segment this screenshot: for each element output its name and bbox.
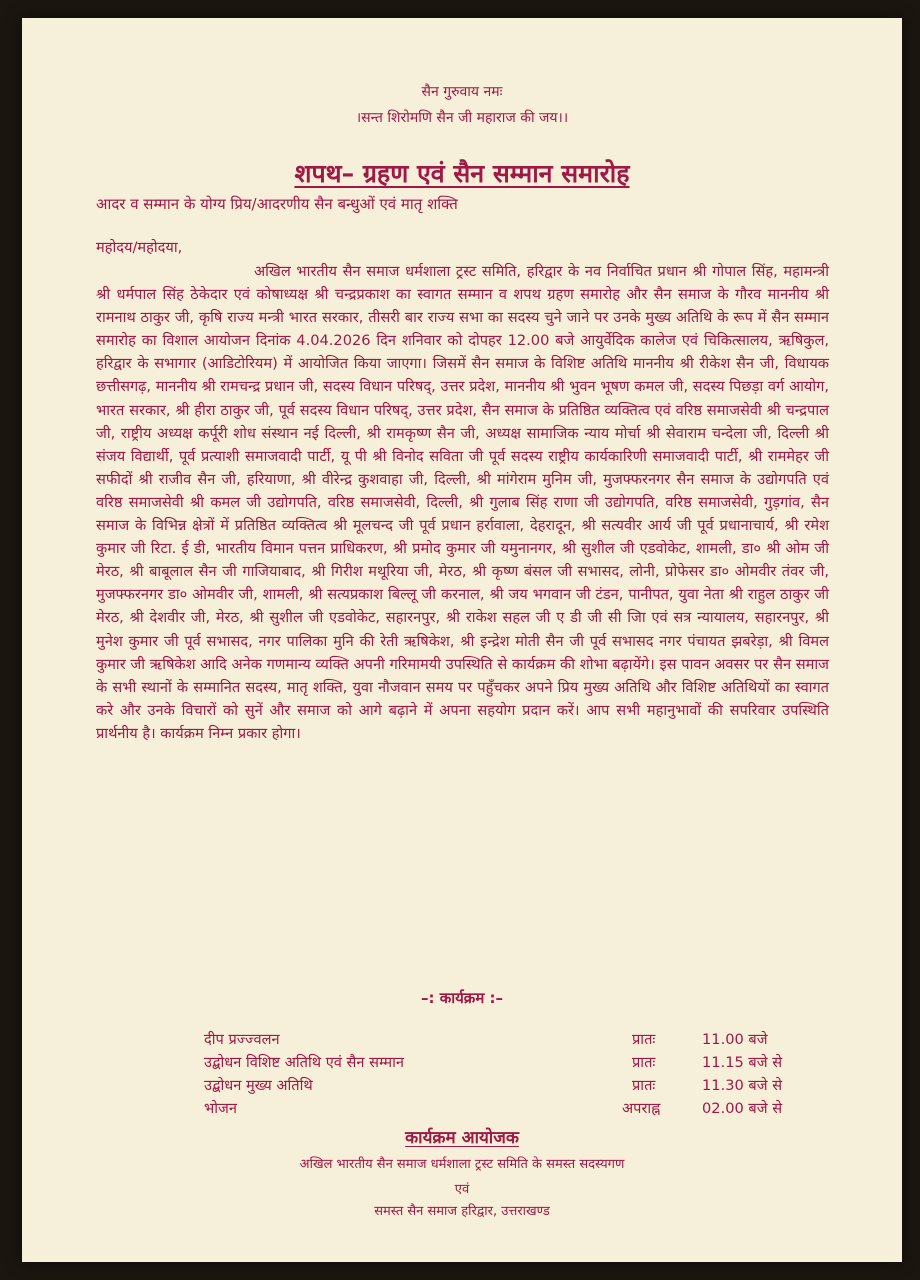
document-title: शपथ– ग्रहण एवं सैन सम्मान समारोह xyxy=(294,159,630,188)
invocation-line: सैन गुरुवाय नमः xyxy=(421,84,503,100)
organizer-line-1: अखिल भारतीय सैन समाज धर्मशाला ट्रस्ट समिति के समस्त सदस्यगण xyxy=(299,1157,625,1172)
program-time: 11.15 बजे से xyxy=(702,1054,783,1071)
program-row xyxy=(204,1030,804,1050)
program-period: प्रातः xyxy=(632,1077,656,1094)
salutation-line: ।सन्त शिरोमणि सैन जी महाराज की जय।। xyxy=(355,110,569,126)
invitation-body xyxy=(96,260,829,745)
organizer-heading: कार्यक्रम आयोजक xyxy=(405,1128,519,1148)
program-period: प्रातः xyxy=(632,1054,656,1071)
invitation-letter xyxy=(22,18,902,1262)
address-line: आदर व सम्मान के योग्य प्रिय/आदरणीय सैन बन्धुओं एवं मातृ शक्ति xyxy=(96,195,458,213)
program-row xyxy=(204,1053,804,1073)
program-period: अपराह्न xyxy=(622,1100,661,1117)
organizer-conjunction: एवं xyxy=(454,1182,470,1197)
program-item: दीप प्रज्ज्वलन xyxy=(204,1031,280,1048)
body-text: अखिल भारतीय सैन समाज धर्मशाला ट्रस्ट समिति, हरिद्वार के नव निर्वाचित प्रधान श्री गोपाल सिंह, महामन्त्री श्री धर्मपाल सिंह ठेकेदार एवं कोषाध्यक्ष श्री चन्द्रप्रकाश का स्वागत सम्मान व शपथ ग्रहण समारोह और सैन समाज के गौरव माननीय श्री रामनाथ ठाकुर जी, कृषि राज्य मन्त्री भारत सरकार, तीसरी बार राज्य सभा का सदस्य चुने जाने पर उनके मुख्य अतिथि के रूप में सैन सम्मान समारोह का विशाल आयोजन दिनांक 4.04.2026 दिन शनिवार को दोपहर 12.00 बजे आयुर्वेदिक कालेज एवं चिकित्सालय, ऋषिकुल, हरिद्वार के सभागार (आडिटोरियम) में आयोजित किया जाएगा। जिसमें सैन समाज के विशिष्ट अतिथि माननीय श्री रीकेश सैन जी, विधायक छत्तीसगढ़, माननीय श्री रामचन्द्र प्रधान जी, सदस्य विधान परिषद्, उत्तर प्रदेश, माननीय श्री भुवन भूषण कमल जी, सदस्य पिछड़ा वर्ग आयोग, भारत सरकार, श्री हीरा ठाकुर जी, पूर्व सदस्य विधान परिषद्, उत्तर प्रदेश, सैन समाज के प्रतिष्ठित व्यक्तित्व एवं वरिष्ठ समाजसेवी श्री चन्द्रपाल जी, राष्ट्रीय अध्यक्ष कर्पूरी शोध संस्थान नई दिल्ली, श्री रामकृष्ण सैन जी, अध्यक्ष सामाजिक न्याय मोर्चा श्री सेवाराम चन्देला जी, दिल्ली श्री संजय विद्यार्थी, पूर्व प्रत्याशी समाजवादी पार्टी, यू पी श्री विनोद सविता जी पूर्व सदस्य राष्ट्रीय कार्यकारिणी समाजवादी पार्टी, श्री राममेहर जी सफीदों श्री राजीव सैन जी, हरियाणा, श्री वीरेन्द्र कुशवाहा जी, दिल्ली, श्री मांगेराम मुनिम जी, मुजफ्फरनगर सैन समाज के उद्योगपति एवं वरिष्ठ समाजसेवी श्री कमल जी उद्योगपति, वरिष्ठ समाजसेवी, दिल्ली, श्री गुलाब सिंह राणा जी उद्योगपति, वरिष्ठ समाजसेवी, गुड़गांव, सैन समाज के विभिन्न क्षेत्रों में प्रतिष्ठित व्यक्तित्व श्री मूलचन्द जी पूर्व प्रधान हर्रावाला, देहरादून, श्री सत्यवीर आर्य जी पूर्व प्रधानाचार्य, श्री रमेश कुमार जी रिटा. ई डी, भारतीय विमान पत्तन प्राधिकरण, श्री प्रमोद कुमार जी यमुनानगर, श्री सुशील जी एडवोकेट, शामली, डा० श्री ओम जी मेरठ, श्री बाबूलाल सैन जी गाजियाबाद, श्री गिरीश मथूरिया जी, मेरठ, श्री कृष्ण बंसल जी सभासद, लोनी, प्रोफेसर डा० ओमवीर तंवर जी, मुजफ्फरनगर डा० ओमवीर जी, शामली, श्री सत्यप्रकाश बिल्लू जी करनाल, श्री जय भगवान जी टंडन, पानीपत, युवा नेता श्री राहुल ठाकुर जी मेरठ, श्री देशवीर जी, मेरठ, श्री सुशील जी एडवोकेट, सहारनपुर, श्री राकेश सहल जी ए डी जी सी जिा एवं सत्र न्यायालय, सहारनपुर, श्री मुनेश कुमार जी पूर्व सभासद, नगर पालिका मुनि की रेती ऋषिकेश, श्री इन्द्रेश मोती सैन जी पूर्व सभासद नगर पंचायत झबरेड़ा, श्री विमल कुमार जी ऋषिकेश आदि अनेक गणमान्य व्यक्ति अपनी गरिमामयी उपस्थिति से कार्यक्रम की शोभा बढ़ायेंगे। इस पावन अवसर पर सैन समाज के सभी स्थानों के सम्मानित सदस्य, मातृ शक्ति, युवा नौजवान समय पर पहुँचकर अपने प्रिय मुख्य अतिथि और विशिष्ट अतिथियों का स्वागत करे और उनके विचारों को सुनें और समाज को आगे बढ़ाने में अपना सहयोग प्रदान करें। आप सभी महानुभावों की सपरिवार उपस्थिति प्रार्थनीय है। कार्यक्रम निम्न प्रकार होगा। xyxy=(96,263,829,742)
program-time: 02.00 बजे से xyxy=(702,1100,783,1117)
program-row xyxy=(204,1076,804,1096)
program-item: भोजन xyxy=(204,1100,237,1117)
program-period: प्रातः xyxy=(632,1031,656,1048)
program-time: 11.00 बजे xyxy=(702,1031,768,1048)
program-item: उद्बोधन मुख्य अतिथि xyxy=(204,1077,313,1094)
greeting: महोदय/महोदया, xyxy=(96,239,183,256)
organizer-line-2: समस्त सैन समाज हरिद्वार, उत्तराखण्ड xyxy=(374,1204,550,1219)
program-heading: –: कार्यक्रम :– xyxy=(420,989,504,1007)
program-row xyxy=(204,1099,804,1119)
program-item: उद्बोधन विशिष्ट अतिथि एवं सैन सम्मान xyxy=(204,1054,404,1071)
program-time: 11.30 बजे से xyxy=(702,1077,783,1094)
